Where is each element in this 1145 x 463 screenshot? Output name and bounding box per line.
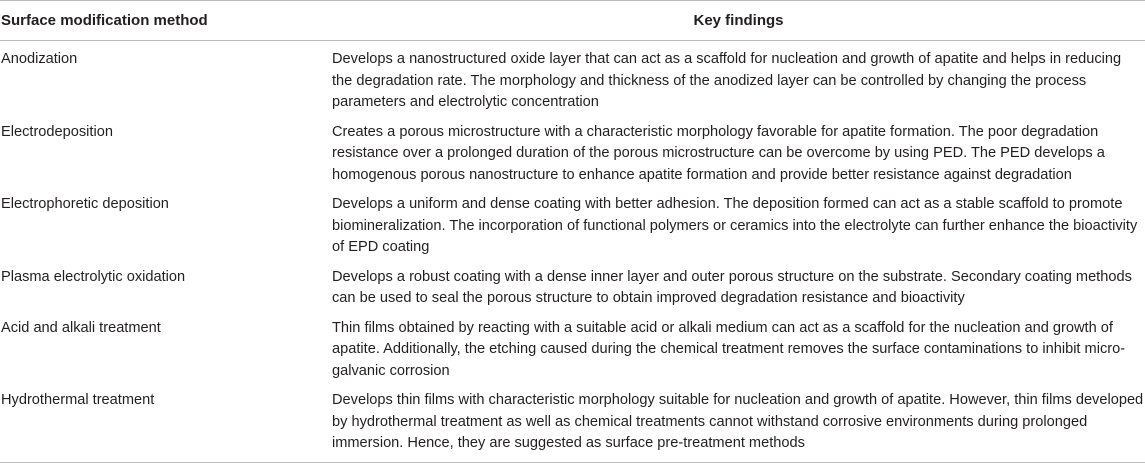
method-cell: Anodization bbox=[1, 51, 78, 67]
finding-cell: Develops thin films with characteristic morphology suitable for nucleation and growth of apatite. However, thin films developed by hydrothermal treatment as well as chemical treatments cannot withstand corrosive environments during prolonged immersion. Hence, they are suggested as surface pre-treatment methods bbox=[332, 382, 1145, 462]
table-row bbox=[0, 114, 1145, 187]
header-row bbox=[0, 1, 1145, 41]
table-header bbox=[0, 1, 1145, 41]
header-key-findings: Key findings bbox=[332, 1, 1145, 41]
table-row bbox=[0, 186, 1145, 259]
finding-cell: Develops a nanostructured oxide layer that can act as a scaffold for nucleation and growth of apatite and helps in reducing the degradation rate. The morphology and thickness of the anodized layer can be controlled by changing the process parameters and electrolytic concentration bbox=[332, 51, 1122, 110]
header-surface-modification-method: Surface modification method bbox=[0, 1, 332, 41]
finding-cell: Develops a robust coating with a dense inner layer and outer porous structure on the substrate. Secondary coating methods can be used to seal the porous structure to obtain improved degradation resistance and bioactivity bbox=[332, 268, 1132, 306]
finding-cell: Thin films obtained by reacting with a suitable acid or alkali medium can act as a scaffold for the nucleation and growth of apatite. Additionally, the etching caused during the chemical treatment removes the surface contaminations to inhibit micro-galvanic corrosion bbox=[332, 319, 1126, 379]
method-cell: Hydrothermal treatment bbox=[0, 382, 332, 462]
method-cell: Electrodeposition bbox=[1, 123, 113, 140]
table-body bbox=[0, 41, 1145, 463]
finding-cell: Develops a uniform and dense coating with better adhesion. The deposition formed can act as a stable scaffold to promote biomineralization. The incorporation of functional polymers or ceramics into the electrolyte can further enhance the bioactivity of EPD coating bbox=[332, 196, 1138, 255]
table-row bbox=[0, 382, 1145, 462]
table-row bbox=[0, 259, 1145, 310]
method-cell: Plasma electrolytic oxidation bbox=[1, 268, 186, 285]
method-cell: Acid and alkali treatment bbox=[1, 319, 161, 336]
method-cell: Electrophoretic deposition bbox=[1, 196, 169, 212]
finding-cell: Creates a porous microstructure with a characteristic morphology favorable for apatite formation. The poor degradation resistance over a prolonged duration of the porous microstructure can be overcome by using PED. The PED develops a homogenous porous nanostructure to enhance apatite formation and provide better resistance against degradation bbox=[332, 123, 1105, 183]
table-row bbox=[0, 310, 1145, 383]
table-row bbox=[0, 41, 1145, 114]
